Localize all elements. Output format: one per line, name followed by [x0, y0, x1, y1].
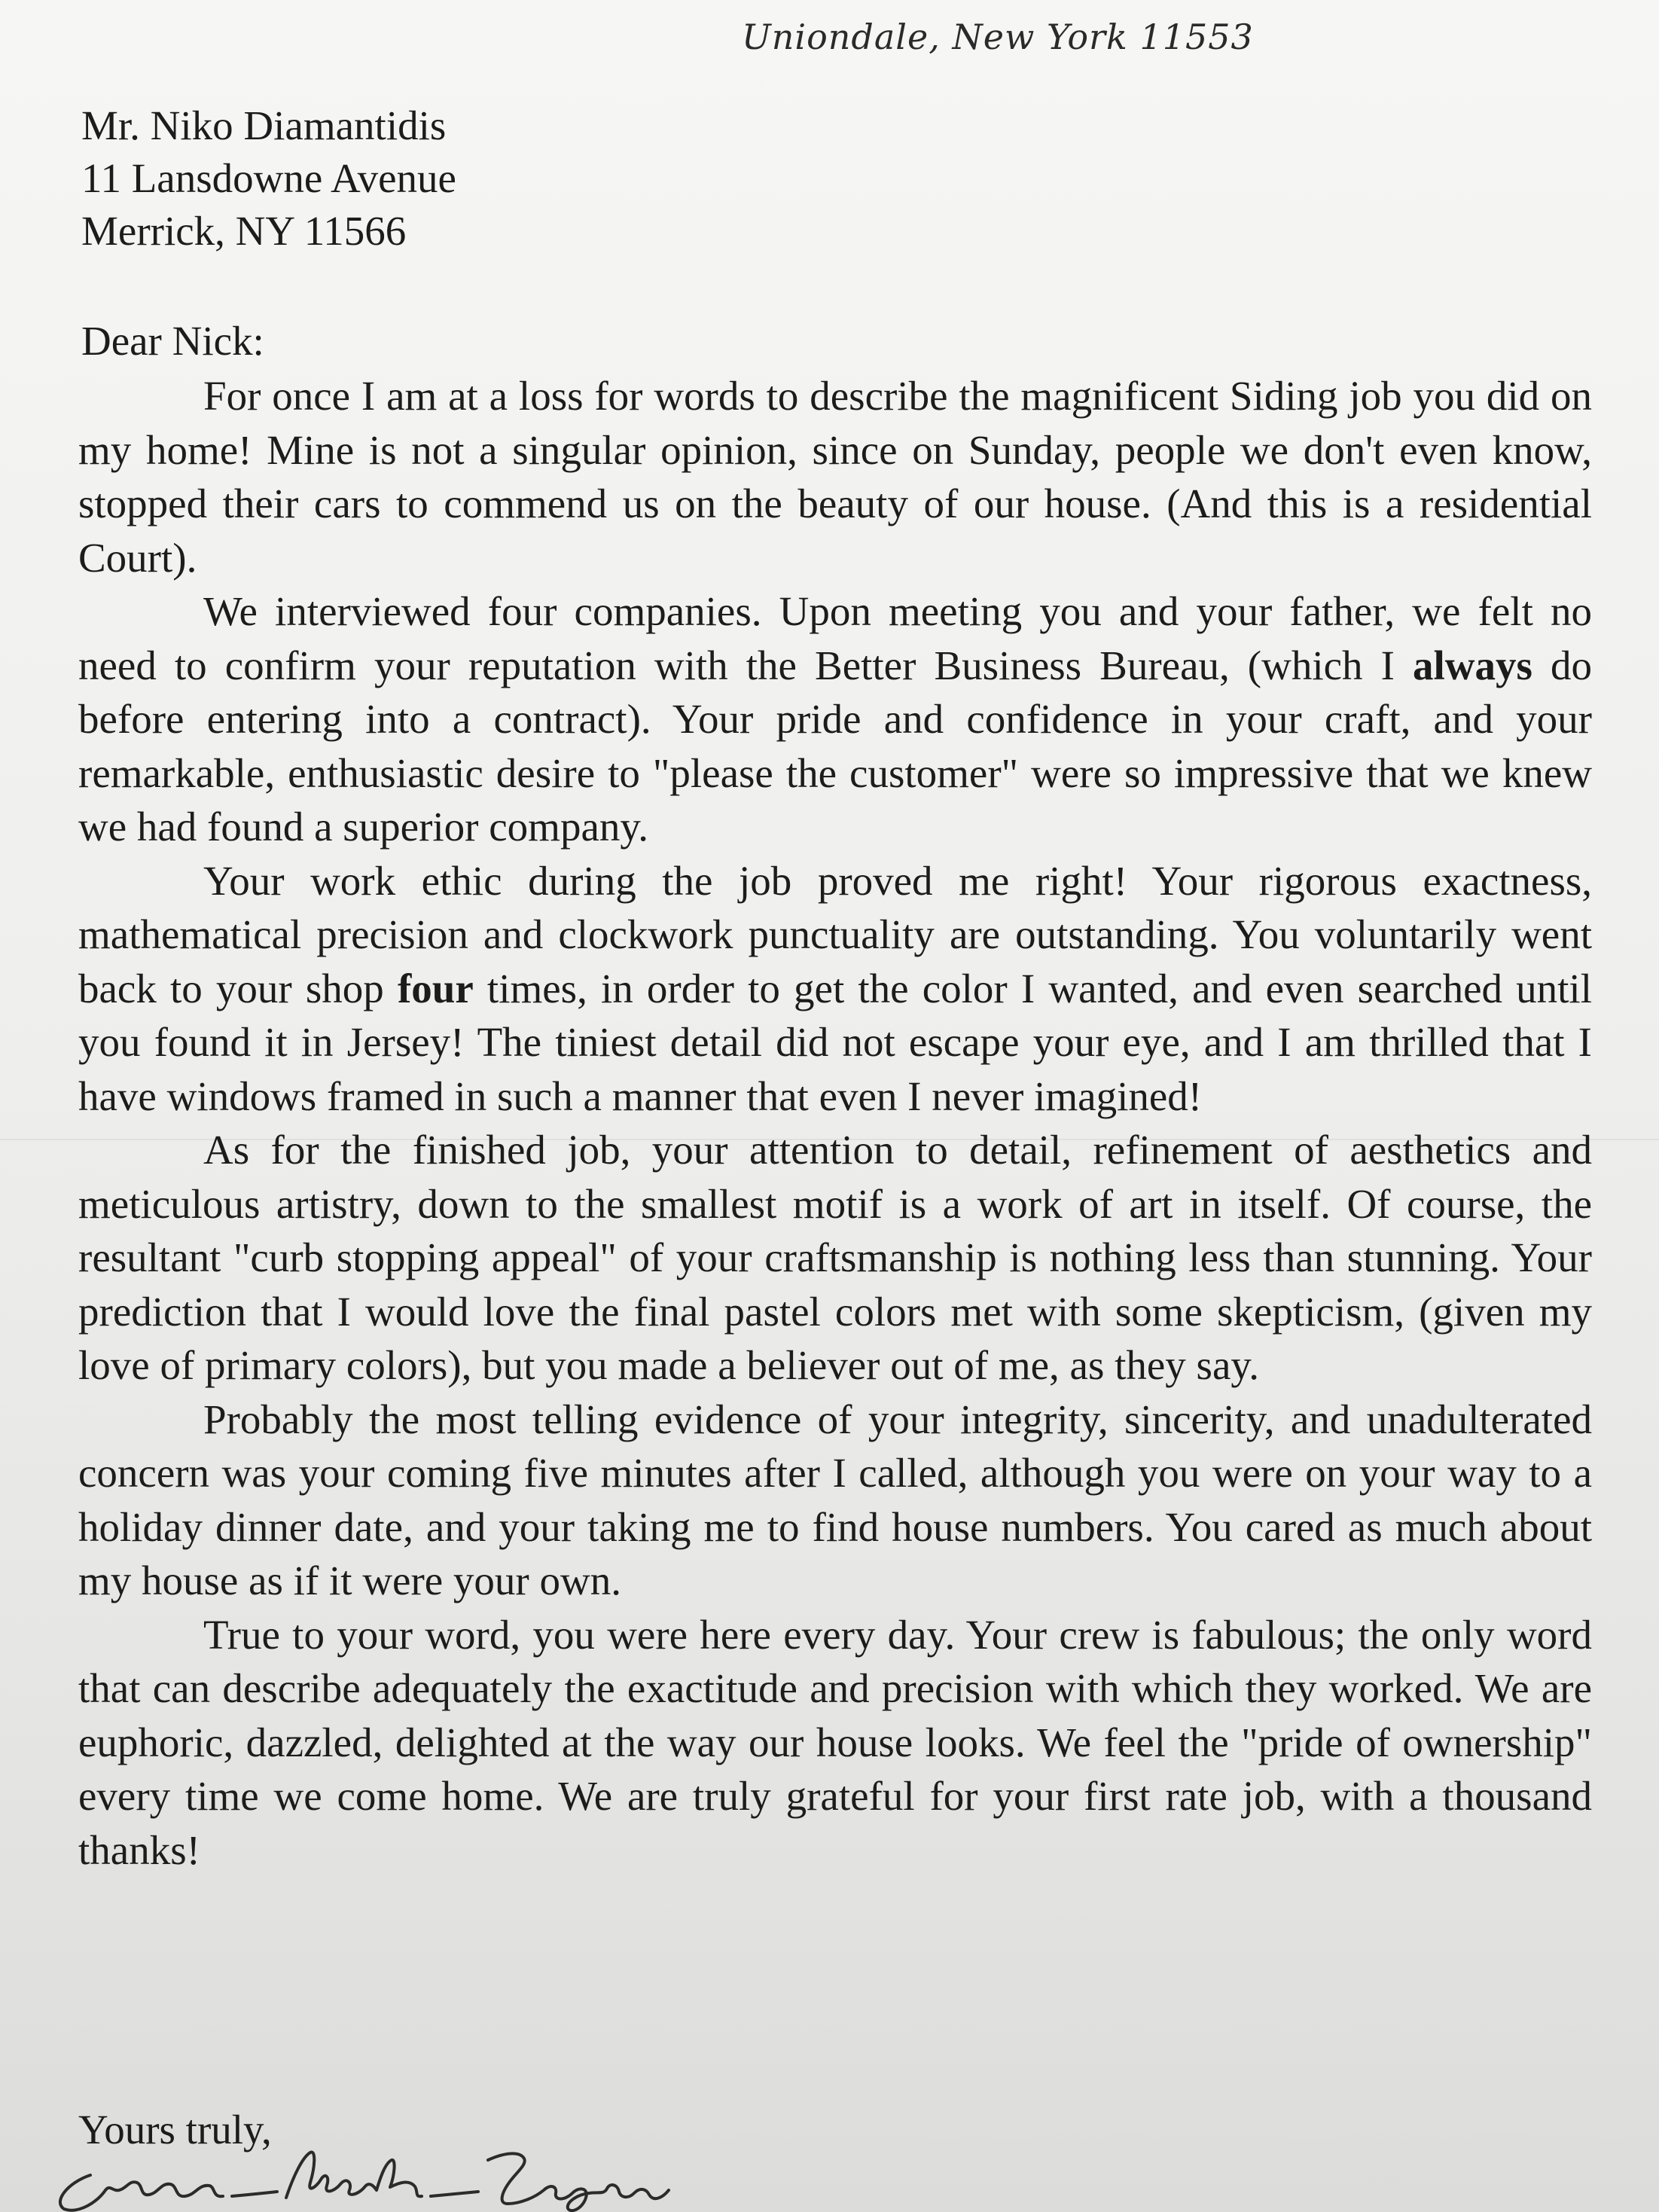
recipient-street: 11 Lansdowne Avenue	[81, 155, 456, 201]
salutation: Dear Nick:	[81, 318, 264, 364]
paragraph-3-text-b: times, in order to get the color I wanted, and even searched until you found it in Jersey! The tiniest detail did not escape your eye, and I am thrilled that I have windows framed in such a manner that even I never imagined!	[78, 965, 1592, 1119]
paragraph-3-text-a: Your work ethic during the job proved me right! Your rigorous exactness, mathematical precision and clockwork punctuality are outstanding. You voluntarily went back to your shop	[78, 857, 1592, 1011]
recipient-city: Merrick, NY 11566	[81, 208, 407, 254]
letter-body	[78, 369, 1592, 1877]
letterhead-location: Uniondale, New York 11553	[742, 17, 1254, 57]
paragraph-2	[78, 584, 1592, 854]
paragraph-2-bold: always	[1413, 642, 1532, 688]
recipient-address	[81, 99, 456, 258]
paragraph-4: As for the finished job, your attention to detail, refinement of aesthetics and meticulous artistry, down to the smallest motif is a work of art in itself. Of course, the resultant "curb stopping appeal" of your craftsmanship is nothing less than stunning. Your prediction that I would love the final pastel colors met with some skepticism, (given my love of primary colors), but you made a believer out of me, as they say.	[78, 1127, 1592, 1388]
paragraph-3	[78, 854, 1592, 1124]
paragraph-1: For once I am at a loss for words to describe the magnificent Siding job you did on my home! Mine is not a singular opinion, since on Sunday, people we don't even know, stopped their cars to commend us on the beauty of our house. (And this is a residential Court).	[78, 373, 1592, 581]
paragraph-2-text-b: do before entering into a contract). Your pride and confidence in your craft, and your remarkable, enthusiastic desire to "please the customer" were so impressive that we knew we had found a superior company.	[78, 642, 1592, 850]
recipient-name: Mr. Niko Diamantidis	[81, 102, 447, 148]
paragraph-5: Probably the most telling evidence of your integrity, sincerity, and unadulterated concern was your coming five minutes after I called, although you were on your way to a holiday dinner date, and your taking me to find house numbers. You cared as much about my house as if it were your own.	[78, 1396, 1592, 1603]
closing: Yours truly,	[78, 2107, 272, 2153]
paragraph-6: True to your word, you were here every day. Your crew is fabulous; the only word that can describe adequately the exactitude and precision with which they worked. We are euphoric, dazzled, delighted at the way our house looks. We feel the "pride of ownership" every time we come home. We are truly grateful for your first rate job, with a thousand thanks!	[78, 1611, 1592, 1873]
paragraph-3-bold: four	[397, 965, 474, 1011]
paragraph-2-text-a: We interviewed four companies. Upon meeting you and your father, we felt no need to confirm your reputation with the Better Business Bureau, (which I	[78, 588, 1592, 688]
handwritten-signature-icon	[38, 2130, 761, 2212]
